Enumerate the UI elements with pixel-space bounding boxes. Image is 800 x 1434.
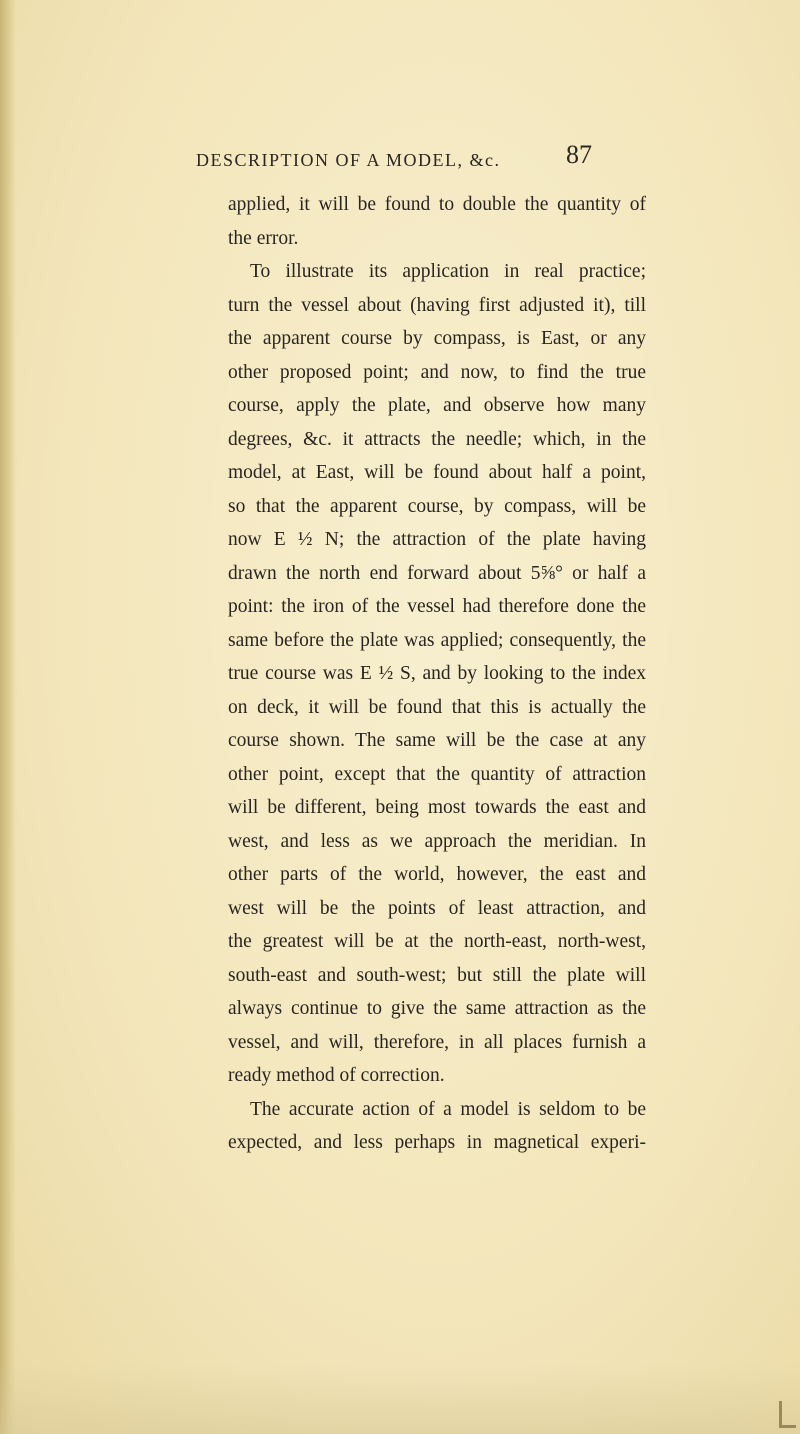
- text-line: true course was E ½ S, and by looking to the index: [228, 663, 646, 684]
- body-text: [228, 188, 646, 1160]
- text-line: will be different, being most towards the east and: [228, 797, 646, 818]
- text-line: other proposed point; and now, to find the true: [228, 361, 646, 383]
- text-line: other point, except that the quantity of attraction: [228, 763, 646, 785]
- text-line: now E ½ N; the attraction of the plate having: [228, 529, 646, 550]
- text-line: course, apply the plate, and observe how many: [228, 395, 646, 416]
- text-line: The accurate action of a model is seldom to be: [250, 1098, 646, 1120]
- text-line: course shown. The same will be the case at any: [228, 730, 646, 751]
- text-line: turn the vessel about (having first adjusted it), till: [228, 294, 646, 316]
- text-line: applied, it will be found to double the quantity of: [228, 194, 646, 215]
- text-line: always continue to give the same attraction as the: [228, 998, 646, 1019]
- page-corner-mark: [779, 1401, 796, 1428]
- text-line: the greatest will be at the north-east, north-west,: [228, 931, 646, 952]
- text-line: degrees, &c. it attracts the needle; which, in the: [228, 428, 646, 450]
- text-line: same before the plate was applied; consequently, the: [228, 629, 646, 651]
- page-binding-edge: [0, 0, 16, 1434]
- text-line: the error.: [228, 227, 299, 249]
- text-line: west will be the points of least attraction, and: [228, 897, 646, 919]
- text-line: south-east and south-west; but still the plate will: [228, 964, 646, 986]
- page-bottom-stain: [0, 1364, 800, 1434]
- text-line: other parts of the world, however, the east and: [228, 864, 646, 885]
- text-line: expected, and less perhaps in magnetical experi-: [228, 1132, 646, 1153]
- text-line: point: the iron of the vessel had therefore done the: [228, 596, 646, 617]
- text-line: so that the apparent course, by compass, will be: [228, 495, 646, 517]
- page-number: 87: [566, 140, 592, 169]
- text-line: To illustrate its application in real practice;: [250, 261, 646, 282]
- text-line: vessel, and will, therefore, in all places furnish a: [228, 1031, 646, 1053]
- text-line: model, at East, will be found about half a point,: [228, 462, 646, 483]
- text-line: ready method of correction.: [228, 1065, 445, 1086]
- text-line: west, and less as we approach the meridian. In: [228, 830, 646, 852]
- text-line: the apparent course by compass, is East, or any: [228, 328, 646, 349]
- text-line: on deck, it will be found that this is actually the: [228, 696, 646, 718]
- text-line: drawn the north end forward about 5⅝° or half a: [228, 562, 646, 584]
- page-header: [196, 140, 626, 180]
- running-head: DESCRIPTION OF A MODEL, &c.: [196, 150, 501, 170]
